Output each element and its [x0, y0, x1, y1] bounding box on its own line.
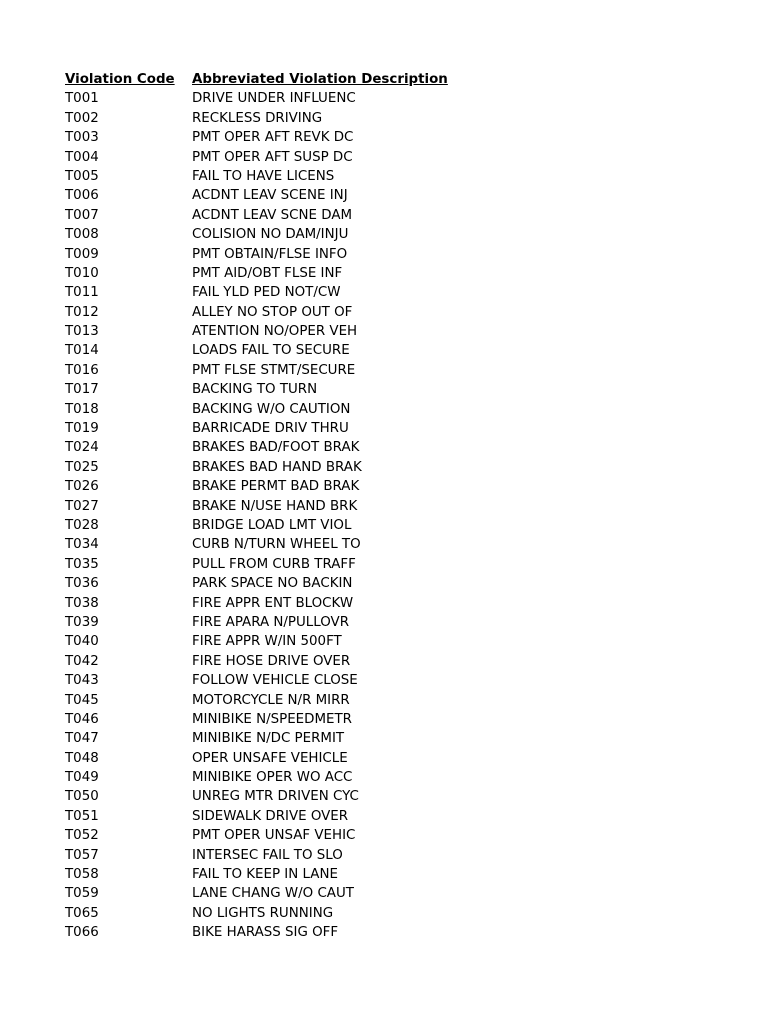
table-row [65, 729, 512, 748]
violation-description-cell: MINIBIKE OPER WO ACC [192, 770, 353, 786]
violation-code-cell: T008 [65, 227, 99, 243]
table-row [65, 652, 512, 671]
violation-description-cell: SIDEWALK DRIVE OVER [192, 808, 349, 824]
violation-code-cell: T028 [65, 517, 99, 533]
violation-code-cell: T049 [65, 770, 99, 786]
violation-description-cell: PMT FLSE STMT/SECURE [192, 362, 356, 378]
table-row [65, 574, 512, 593]
violation-description-cell: BRAKES BAD/FOOT BRAK [192, 440, 360, 456]
violation-description-cell: PULL FROM CURB TRAFF [192, 556, 356, 572]
table-row [65, 555, 512, 574]
violation-description-cell: BRAKE N/USE HAND BRK [192, 498, 358, 514]
table-row [65, 264, 512, 283]
violation-description-cell: PMT OPER AFT SUSP DC [192, 149, 353, 165]
table-row [65, 477, 512, 496]
violation-code-cell: T011 [65, 285, 99, 301]
violation-description-cell: BRAKE PERMT BAD BRAK [192, 479, 360, 495]
violation-description-cell: BACKING TO TURN [192, 382, 318, 398]
table-row [65, 884, 512, 903]
table-row [65, 89, 512, 108]
violation-code-cell: T066 [65, 925, 99, 941]
violation-code-cell: T051 [65, 808, 99, 824]
violation-description-cell: PMT OPER AFT REVK DC [192, 130, 354, 146]
table-row [65, 516, 512, 535]
violation-code-cell: T009 [65, 246, 99, 262]
violation-description-cell: ATENTION NO/OPER VEH [192, 324, 358, 340]
violation-description-cell: BRIDGE LOAD LMT VIOL [192, 517, 352, 533]
violation-code-cell: T026 [65, 479, 99, 495]
violation-description-cell: FIRE APPR W/IN 500FT [192, 634, 342, 650]
violation-code-cell: T039 [65, 614, 99, 630]
violation-code-cell: T036 [65, 576, 99, 592]
violation-code-cell: T025 [65, 459, 99, 475]
violation-code-cell: T007 [65, 207, 99, 223]
table-row [65, 109, 512, 128]
violation-code-cell: T065 [65, 905, 99, 921]
table-row [65, 283, 512, 302]
table-row [65, 167, 512, 186]
violation-description-cell: MOTORCYCLE N/R MIRR [192, 692, 350, 708]
table-row [65, 613, 512, 632]
violation-description-cell: FIRE HOSE DRIVE OVER [192, 653, 351, 669]
violation-code-cell: T045 [65, 692, 99, 708]
table-row [65, 768, 512, 787]
violation-code-cell: T024 [65, 440, 99, 456]
violation-description-cell: OPER UNSAFE VEHICLE [192, 750, 348, 766]
violation-code-cell: T057 [65, 847, 99, 863]
table-row [65, 846, 512, 865]
violation-description-cell: FIRE APPR ENT BLOCKW [192, 595, 354, 611]
table-row [65, 458, 512, 477]
table-row [65, 361, 512, 380]
violation-description-cell: PMT OPER UNSAF VEHIC [192, 828, 356, 844]
violation-code-cell: T050 [65, 789, 99, 805]
table-body [65, 89, 512, 942]
violation-code-cell: T005 [65, 168, 99, 184]
violation-description-cell: FAIL TO HAVE LICENS [192, 168, 335, 184]
violation-code-cell: T012 [65, 304, 99, 320]
table-row [65, 419, 512, 438]
table-row [65, 632, 512, 651]
table-row [65, 245, 512, 264]
violation-description-cell: ALLEY NO STOP OUT OF [192, 304, 353, 320]
violation-description-cell: BIKE HARASS SIG OFF [192, 925, 339, 941]
violation-description-cell: BACKING W/O CAUTION [192, 401, 351, 417]
violation-description-cell: FIRE APARA N/PULLOVR [192, 614, 350, 630]
table-row [65, 807, 512, 826]
violation-description-cell: MINIBIKE N/DC PERMIT [192, 731, 345, 747]
table-row [65, 787, 512, 806]
table-row [65, 710, 512, 729]
violation-description-cell: BARRICADE DRIV THRU [192, 421, 349, 437]
table-row [65, 128, 512, 147]
violation-code-cell: T019 [65, 421, 99, 437]
violation-code-table [65, 70, 512, 943]
violation-code-cell: T052 [65, 828, 99, 844]
table-row [65, 923, 512, 942]
table-row [65, 148, 512, 167]
violation-description-cell: FOLLOW VEHICLE CLOSE [192, 673, 358, 689]
violation-description-cell: COLISION NO DAM/INJU [192, 227, 349, 243]
violation-code-cell: T038 [65, 595, 99, 611]
violation-code-cell: T040 [65, 634, 99, 650]
violation-code-cell: T035 [65, 556, 99, 572]
violation-description-cell: LOADS FAIL TO SECURE [192, 343, 350, 359]
violation-code-cell: T017 [65, 382, 99, 398]
violation-description-cell: FAIL TO KEEP IN LANE [192, 867, 338, 883]
header-abbreviated-description: Abbreviated Violation Description [192, 72, 448, 87]
violation-code-cell: T002 [65, 110, 99, 126]
violation-code-cell: T027 [65, 498, 99, 514]
violation-description-cell: RECKLESS DRIVING [192, 110, 323, 126]
header-violation-code: Violation Code [65, 72, 175, 87]
violation-code-cell: T048 [65, 750, 99, 766]
violation-description-cell: PARK SPACE NO BACKIN [192, 576, 353, 592]
table-row [65, 497, 512, 516]
table-row [65, 594, 512, 613]
violation-code-cell: T059 [65, 886, 99, 902]
violation-description-cell: INTERSEC FAIL TO SLO [192, 847, 343, 863]
table-row [65, 691, 512, 710]
table-row [65, 826, 512, 845]
violation-description-cell: CURB N/TURN WHEEL TO [192, 537, 361, 553]
violation-description-cell: UNREG MTR DRIVEN CYC [192, 789, 359, 805]
violation-code-cell: T047 [65, 731, 99, 747]
violation-code-cell: T003 [65, 130, 99, 146]
violation-code-cell: T016 [65, 362, 99, 378]
violation-code-cell: T010 [65, 265, 99, 281]
violation-code-cell: T001 [65, 91, 99, 107]
violation-code-cell: T046 [65, 711, 99, 727]
violation-code-cell: T058 [65, 867, 99, 883]
table-row [65, 206, 512, 225]
violation-code-cell: T013 [65, 324, 99, 340]
violation-description-cell: PMT AID/OBT FLSE INF [192, 265, 343, 281]
violation-code-cell: T042 [65, 653, 99, 669]
violation-description-cell: DRIVE UNDER INFLUENC [192, 91, 356, 107]
table-row [65, 186, 512, 205]
violation-code-cell: T006 [65, 188, 99, 204]
table-row [65, 303, 512, 322]
violation-description-cell: MINIBIKE N/SPEEDMETR [192, 711, 352, 727]
table-row [65, 400, 512, 419]
table-row [65, 535, 512, 554]
violation-code-cell: T043 [65, 673, 99, 689]
violation-description-cell: NO LIGHTS RUNNING [192, 905, 334, 921]
violation-description-cell: ACDNT LEAV SCNE DAM [192, 207, 353, 223]
table-header-row [65, 70, 512, 89]
table-row [65, 438, 512, 457]
violation-code-cell: T034 [65, 537, 99, 553]
violation-code-cell: T004 [65, 149, 99, 165]
violation-code-cell: T014 [65, 343, 99, 359]
violation-description-cell: BRAKES BAD HAND BRAK [192, 459, 362, 475]
violation-description-cell: PMT OBTAIN/FLSE INFO [192, 246, 348, 262]
violation-description-cell: LANE CHANG W/O CAUT [192, 886, 354, 902]
table-row [65, 865, 512, 884]
table-row [65, 671, 512, 690]
table-row [65, 749, 512, 768]
violation-description-cell: ACDNT LEAV SCENE INJ [192, 188, 348, 204]
table-row [65, 341, 512, 360]
table-row [65, 322, 512, 341]
violation-code-cell: T018 [65, 401, 99, 417]
violation-description-cell: FAIL YLD PED NOT/CW [192, 285, 341, 301]
table-row [65, 904, 512, 923]
table-row [65, 380, 512, 399]
table-row [65, 225, 512, 244]
